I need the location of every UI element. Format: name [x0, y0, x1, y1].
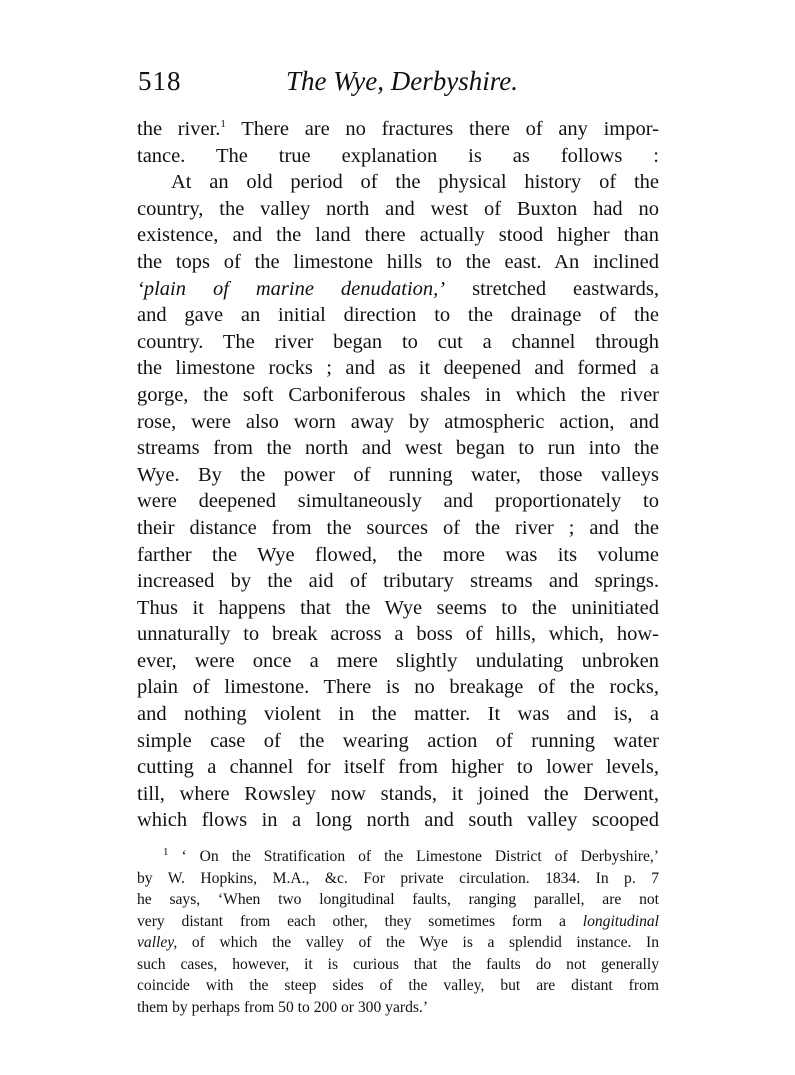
body-text [137, 116, 659, 834]
italic-term: valley, [137, 934, 178, 951]
footnote [137, 846, 659, 1018]
italic-phrase: ‘plain of marine denudation,’ [137, 277, 446, 300]
text-line: cutting a channel for itself from higher to lower levels, [137, 756, 659, 779]
text-line: farther the Wye flowed, the more was its volume [137, 543, 659, 566]
footnote-line: them by perhaps from 50 to 200 or 300 yards.’ [137, 998, 429, 1016]
text-line: rose, were also worn away by atmospheric action, and [137, 410, 659, 433]
text-line: the river.$^1$ There are no fractures there of any impor- [137, 118, 659, 140]
text-line: country. The river began to cut a channel through [137, 330, 659, 353]
text-line: ‘plain of marine denudation,’ stretched eastwards, [137, 277, 659, 300]
text-line: the tops of the limestone hills to the east. An inclined [137, 250, 659, 273]
text-line: streams from the north and west began to run into the [137, 437, 659, 460]
text-line: Wye. By the power of running water, those valleys [137, 463, 659, 486]
text-line: unnaturally to break across a boss of hills, which, how- [137, 623, 659, 646]
footnote-line: such cases, however, it is curious that the faults do not generally [137, 955, 659, 973]
text-line: At an old period of the physical history of the [171, 171, 659, 194]
text-line: tance. The true explanation is as follows : [137, 144, 659, 167]
text-line: ever, were once a mere slightly undulating unbroken [137, 649, 659, 672]
text-line: which flows in a long north and south valley scooped [137, 809, 659, 832]
footnote-reference: 1 [220, 118, 226, 131]
footnote-line: he says, ‘When two longitudinal faults, ranging parallel, are not [137, 891, 659, 908]
footnote-line: $^1$ ‘ On the Stratification of the Limestone District of Derbyshire,’ [163, 846, 659, 865]
text-line: increased by the aid of tributary streams and springs. [137, 570, 659, 593]
text-line: gorge, the soft Carboniferous shales in which the river [137, 383, 659, 406]
text-line: the limestone rocks ; and as it deepened and formed a [137, 357, 659, 380]
footnote-line: very distant from each other, they sometimes form a longitudinal [137, 912, 659, 930]
text-line: were deepened simultaneously and proportionately to [137, 490, 659, 513]
page-header [138, 66, 658, 106]
text-line: simple case of the wearing action of running water [137, 729, 659, 752]
footnote-line: by W. Hopkins, M.A., &c. For private circulation. 1834. In p. 7 [137, 869, 659, 887]
text-line: existence, and the land there actually stood higher than [137, 224, 659, 247]
running-title: The Wye, Derbyshire. [286, 66, 518, 96]
footnote-marker: 1 [163, 846, 169, 858]
text-line: country, the valley north and west of Buxton had no [137, 197, 659, 220]
footnote-line: valley, of which the valley of the Wye is a splendid instance. In [137, 934, 659, 951]
italic-term: longitudinal [582, 912, 659, 930]
text-line: plain of limestone. There is no breakage of the rocks, [137, 676, 659, 699]
text-line: their distance from the sources of the river ; and the [137, 516, 659, 539]
text-line: till, where Rowsley now stands, it joined the Derwent, [137, 782, 659, 805]
text-line: Thus it happens that the Wye seems to the uninitiated [137, 596, 659, 619]
text-line: and nothing violent in the matter. It was and is, a [137, 703, 659, 726]
page-number: 518 [138, 66, 182, 96]
text-line: and gave an initial direction to the drainage of the [137, 304, 659, 327]
footnote-line: coincide with the steep sides of the valley, but are distant from [137, 977, 659, 994]
